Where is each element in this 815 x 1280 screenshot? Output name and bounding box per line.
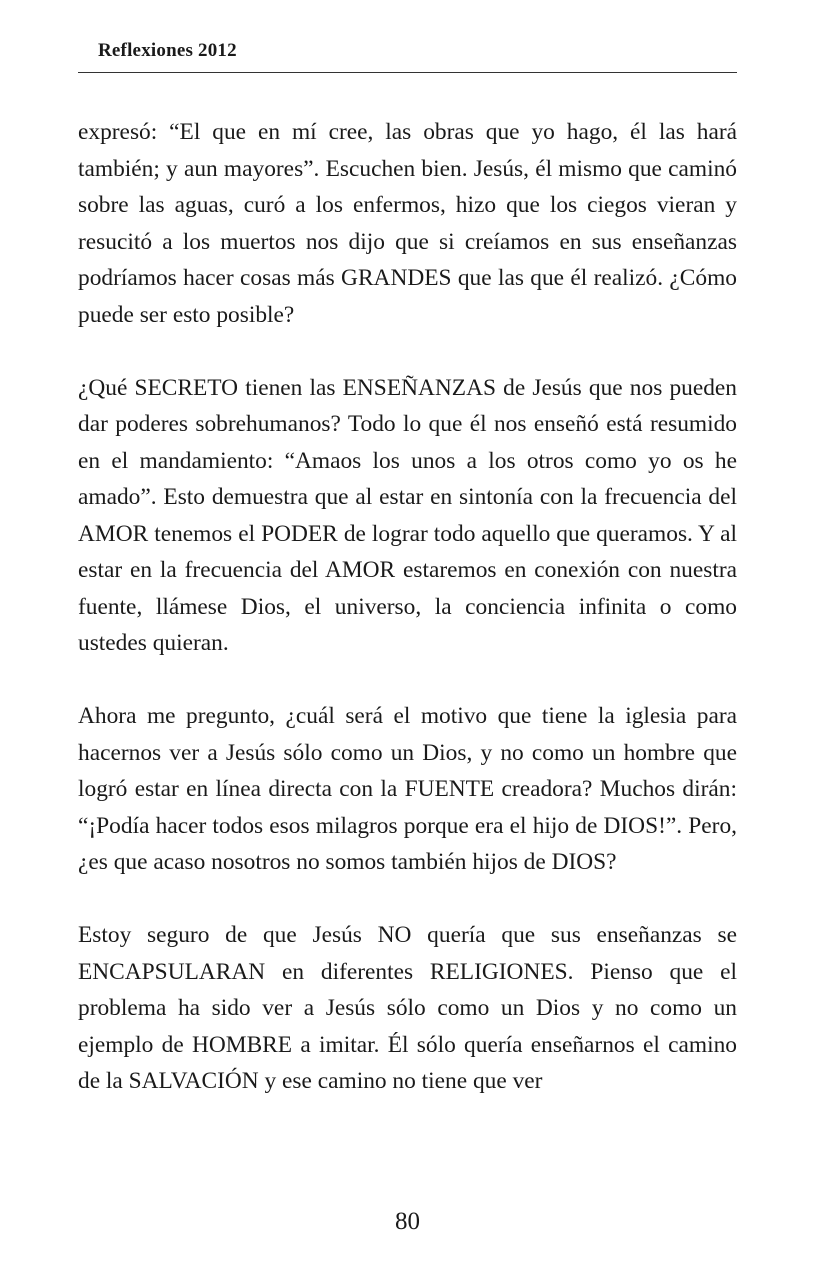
paragraph-4: Estoy seguro de que Jesús NO quería que sus enseñanzas se ENCAPSULARAN en diferentes RELIGIONES. Pienso que el problema ha sido ver a Jesús sólo como un Dios y no como un ejemplo de HOMBRE a imitar. Él sólo quería enseñarnos el camino de la SALVACIÓN y ese camino no tiene que ver — [78, 922, 737, 1094]
paragraph-2: ¿Qué SECRETO tienen las ENSEÑANZAS de Jesús que nos pueden dar poderes sobrehumanos? Todo lo que él nos enseñó está resumido en el mandamiento: “Amaos los unos a los otros como yo os he amado”. Esto demuestra que al estar en sintonía con la frecuencia del AMOR tenemos el PODER de lograr todo aquello que queramos. Y al estar en la frecuencia del AMOR estaremos en conexión con nuestra fuente, llámese Dios, el universo, la conciencia infinita o como ustedes quieran. — [78, 374, 737, 656]
body-text — [78, 114, 737, 1100]
running-head-title: Reflexiones 2012 — [98, 40, 237, 61]
paragraph-3: Ahora me pregunto, ¿cuál será el motivo que tiene la iglesia para hacernos ver a Jesús sólo como un Dios, y no como un hombre que logró estar en línea directa con la FUENTE creadora? Muchos dirán: “¡Podía hacer todos esos milagros porque era el hijo de DIOS!”. Pero, ¿es que acaso nosotros no somos también hijos de DIOS? — [78, 703, 737, 875]
page-number: 80 — [395, 1208, 420, 1235]
header-rule — [78, 72, 737, 73]
paragraph-1: expresó: “El que en mí cree, las obras que yo hago, él las hará también; y aun mayores”. Escuchen bien. Jesús, él mismo que caminó sobre las aguas, curó a los enfermos, hizo que los ciegos vieran y resucitó a los muertos nos dijo que si creíamos en sus enseñanzas podríamos hacer cosas más GRANDES que las que él realizó. ¿Cómo puede ser esto posible? — [78, 119, 737, 328]
